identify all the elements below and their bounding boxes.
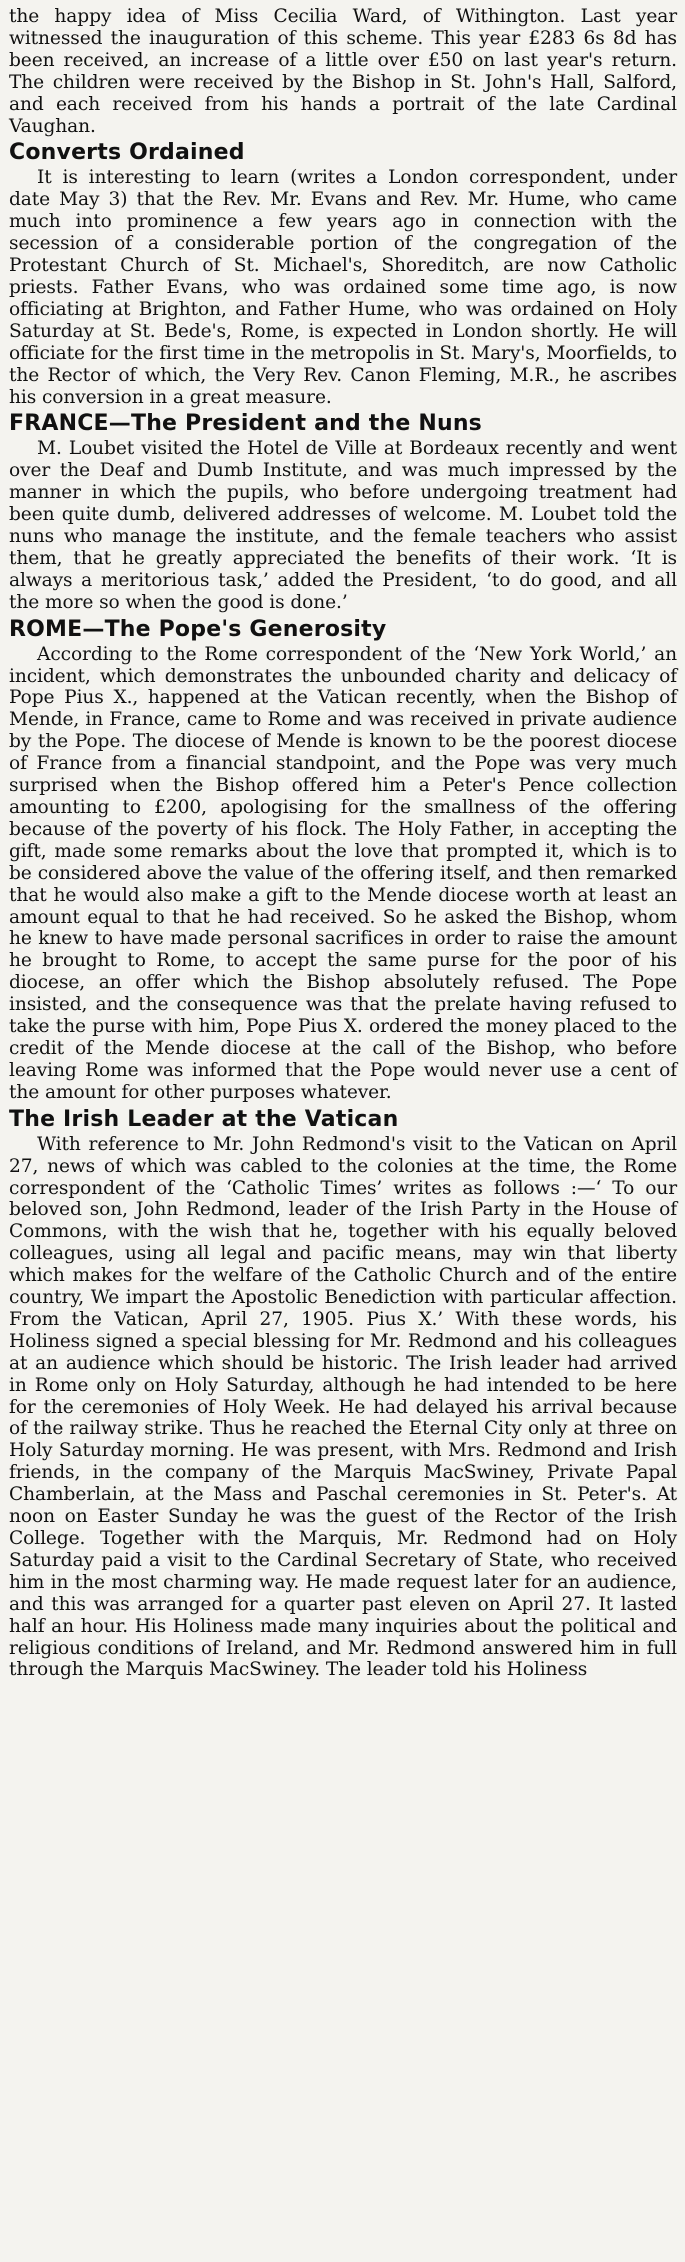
paragraph-rome-popes-generosity: According to the Rome correspondent of the ‘New York World,’ an incident, which demonstrates the unbounded charity and delicacy of Pope Pius X., happened at the Vatican recently, when the Bishop of Mende, in France, came to Rome and was received in private audience by the Pope. The diocese of Mende is known to be the poorest diocese of France from a financial standpoint, and the Pope was very much surprised when the Bishop offered him a Peter's Pence collection amounting to £200, apologising for the smallness of the offering because of the poverty of his flock. The Holy Father, in accepting the gift, made some remarks about the love that prompted it, which is to be considered above the value of the offering itself, and then remarked that he would also make a gift to the Mende diocese worth at least an amount equal to that he had received. So he asked the Bishop, whom he knew to have made personal sacrifices in order to raise the amount he brought to Rome, to accept the same purse for the poor of his diocese, an offer which the Bishop absolutely refused. The Pope insisted, and the consequence was that the prelate having refused to take the purse with him, Pope Pius X. ordered the money placed to the credit of the Mende diocese at the call of the Bishop, who before leaving Rome was informed that the Pope would never use a cent of the amount for other purposes whatever. (9, 643, 677, 1103)
heading-converts-ordained: Converts Ordained (9, 140, 245, 166)
heading-irish-leader-vatican: The Irish Leader at the Vatican (9, 1106, 399, 1132)
paragraph-converts-ordained: It is interesting to learn (writes a London correspondent, under date May 3) that the Rev. Mr. Evans and Rev. Mr. Hume, who came much into prominence a few years ago in connection with the secession of a considerable portion of the congregation of the Protestant Church of St. Michael's, Shoreditch, are now Catholic priests. Father Evans, who was ordained some time ago, is now officiating at Brighton, and Father Hume, who was ordained on Holy Saturday at St. Bede's, Rome, is expected in London shortly. He will officiate for the first time in the metropolis in St. Mary's, Moorfields, to the Rector of which, the Very Rev. Canon Fleming, M.R., he ascribes his conversion in a great measure. (9, 167, 677, 408)
heading-france-president-nuns: FRANCE—The President and the Nuns (9, 411, 482, 437)
paragraph-irish-leader-vatican: With reference to Mr. John Redmond's visit to the Vatican on April 27, news of which was cabled to the colonies at the time, the Rome correspondent of the ‘Catholic Times’ writes as follows :—‘ To our beloved son, John Redmond, leader of the Irish Party in the House of Commons, with the wish that he, together with his equally beloved colleagues, using all legal and pacific means, may win that liberty which makes for the welfare of the Catholic Church and of the entire country, We impart the Apostolic Benediction with particular affection. From the Vatican, April 27, 1905. Pius X.’ With these words, his Holiness signed a special blessing for Mr. Redmond and his colleagues at an audience which should be historic. The Irish leader had arrived in Rome only on Holy Saturday, although he had intended to be here for the ceremonies of Holy Week. He had delayed his arrival because of the railway strike. Thus he reached the Eternal City only at three on Holy Saturday morning. He was present, with Mrs. Redmond and Irish friends, in the company of the Marquis MacSwiney, Private Papal Chamberlain, at the Mass and Paschal ceremonies in St. Peter's. At noon on Easter Sunday he was the guest of the Rector of the Irish College. Together with the Marquis, Mr. Redmond had on Holy Saturday paid a visit to the Cardinal Secretary of State, who received him in the most charming way. He made request later for an audience, and this was arranged for a quarter past eleven on April 27. It lasted half an hour. His Holiness made many inquiries about the political and religious conditions of Ireland, and Mr. Redmond answered him in full through the Marquis MacSwiney. The leader told his Holiness (9, 1133, 677, 1681)
paragraph-france-president-nuns: M. Loubet visited the Hotel de Ville at Bordeaux recently and went over the Deaf and Dumb Institute, and was much impressed by the manner in which the pupils, who before undergoing treatment had been quite dumb, delivered addresses of welcome. M. Loubet told the nuns who manage the institute, and the female teachers who assist them, that he greatly appreciated the benefits of their work. ‘It is always a meritorious task,’ added the President, ‘to do good, and all the more so when the good is done.’ (9, 438, 677, 613)
heading-rome-popes-generosity: ROME—The Pope's Generosity (9, 616, 387, 642)
opening-paragraph: the happy idea of Miss Cecilia Ward, of Withington. Last year witnessed the inauguration of this scheme. This year £283 6s 8d has been received, an increase of a little over £50 on last year's return. The children were received by the Bishop in St. John's Hall, Salford, and each received from his hands a portrait of the late Cardinal Vaughan. (9, 6, 677, 137)
